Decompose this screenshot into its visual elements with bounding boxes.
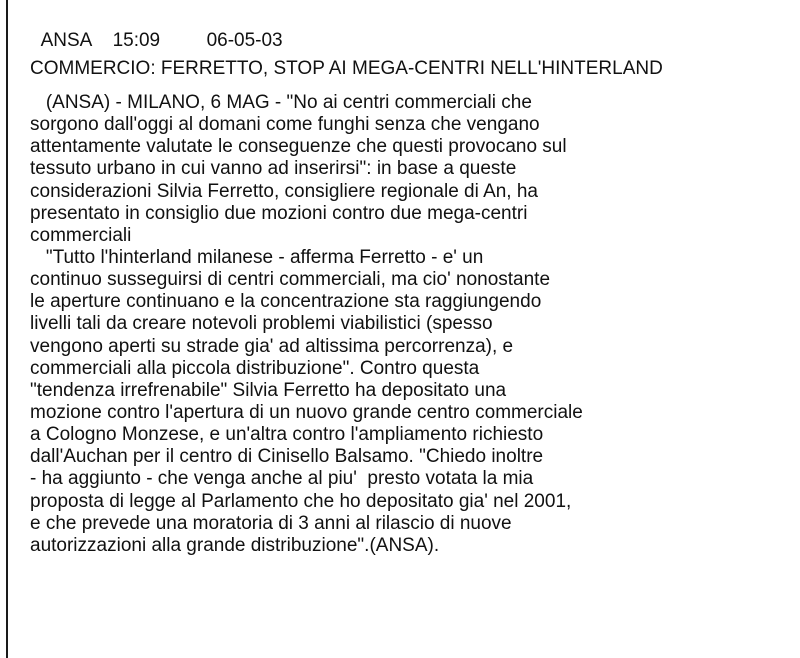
body-line: a Cologno Monzese, e un'altra contro l'ampliamento richiesto xyxy=(30,424,544,446)
body-line: "tendenza irrefrenabile" Silvia Ferretto ha depositato una xyxy=(30,379,507,401)
agency-name: ANSA xyxy=(40,30,93,51)
dispatch-header xyxy=(30,8,283,52)
body-line: sorgono dall'oggi al domani come funghi senza che vengano xyxy=(30,114,540,136)
body-line: e che prevede una moratoria di 3 anni al rilascio di nuove xyxy=(30,512,512,534)
body-line: tessuto urbano in cui vanno ad inserirsi": in base a queste xyxy=(30,158,517,180)
article-body xyxy=(30,92,790,557)
body-line: dall'Auchan per il centro di Cinisello Balsamo. "Chiedo inoltre xyxy=(30,446,544,468)
body-line: "Tutto l'hinterland milanese - afferma Ferretto - e' un xyxy=(30,246,484,268)
body-line: commerciali alla piccola distribuzione". Contro questa xyxy=(30,357,480,379)
body-line: continuo susseguirsi di centri commerciali, ma cio' nonostante xyxy=(30,269,551,291)
body-line: considerazioni Silvia Ferretto, consigliere regionale di An, ha xyxy=(30,180,538,202)
body-line: attentamente valutate le conseguenze che questi provocano sul xyxy=(30,136,567,158)
dispatch-time: 15:09 xyxy=(112,30,161,51)
body-line: autorizzazioni alla grande distribuzione".(ANSA). xyxy=(30,534,440,556)
body-line: vengono aperti su strade gia' ad altissima percorrenza), e xyxy=(30,335,514,357)
body-line: proposta di legge al Parlamento che ho depositato gia' nel 2001, xyxy=(30,490,572,512)
left-border-line xyxy=(6,0,8,658)
body-line: - ha aggiunto - che venga anche al piu' presto votata la mia xyxy=(30,468,534,490)
body-line: le aperture continuano e la concentrazione sta raggiungendo xyxy=(30,291,542,313)
headline: COMMERCIO: FERRETTO, STOP AI MEGA-CENTRI NELL'HINTERLAND xyxy=(30,58,663,79)
body-line: commerciali xyxy=(30,224,132,246)
dispatch-date: 06-05-03 xyxy=(206,30,283,51)
body-line: presentato in consiglio due mozioni contro due mega-centri xyxy=(30,202,528,224)
body-line: livelli tali da creare notevoli problemi viabilistici (spesso xyxy=(30,313,493,335)
body-line: mozione contro l'apertura di un nuovo grande centro commerciale xyxy=(30,401,583,423)
body-line: (ANSA) - MILANO, 6 MAG - "No ai centri commerciali che xyxy=(30,92,532,113)
